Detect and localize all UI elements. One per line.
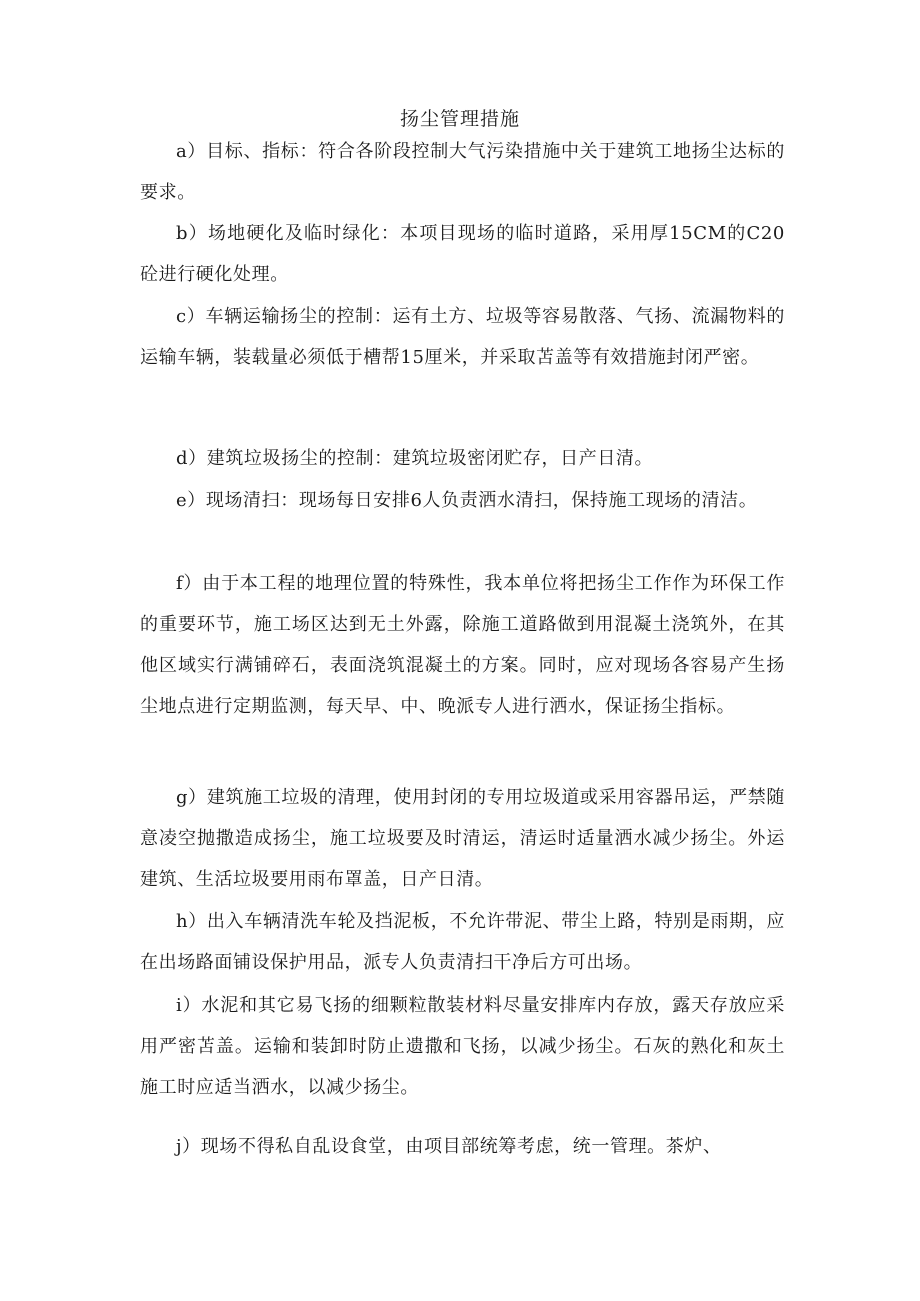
paragraph-g: g）建筑施工垃圾的清理，使用封闭的专用垃圾道或采用容器吊运，严禁随意凌空抛撒造成扬尘，施工垃圾要及时清运，清运时适量洒水减少扬尘。外运建筑、生活垃圾要用雨布罩盖，日产日清。 bbox=[140, 787, 785, 890]
document-title: 扬尘管理措施 bbox=[399, 108, 520, 130]
paragraph-d: d）建筑垃圾扬尘的控制：建筑垃圾密闭贮存，日产日清。 bbox=[176, 448, 654, 469]
paragraph-f: f）由于本工程的地理位置的特殊性，我本单位将把扬尘工作作为环保工作的重要环节，施工场区达到无土外露，除施工道路做到用混凝土浇筑外，在其他区域实行满铺碎石，表面浇筑混凝土的方案。同时，应对现场各容易产生扬尘地点进行定期监测，每天早、中、晚派专人进行洒水，保证扬尘指标。 bbox=[140, 573, 785, 717]
paragraph-j: j）现场不得私自乱设食堂，由项目部统筹考虑，统一管理。茶炉、 bbox=[176, 1136, 722, 1157]
paragraph-h: h）出入车辆清洗车轮及挡泥板，不允许带泥、带尘上路，特别是雨期，应在出场路面铺设保护用品，派专人负责清扫干净后方可出场。 bbox=[140, 911, 785, 973]
paragraph-b: b）场地硬化及临时绿化：本项目现场的临时道路，采用厚15CM的C20 砼进行硬化处理。 bbox=[140, 223, 785, 285]
paragraph-i: i）水泥和其它易飞扬的细颗粒散装材料尽量安排库内存放，露天存放应采用严密苫盖。运输和装卸时防止遗撒和飞扬，以减少扬尘。石灰的熟化和灰土施工时应适当洒水，以减少扬尘。 bbox=[140, 995, 785, 1098]
paragraph-e: e）现场清扫：现场每日安排6人负责洒水清扫，保持施工现场的清洁。 bbox=[176, 490, 758, 511]
paragraph-c: c）车辆运输扬尘的控制：运有土方、垃圾等容易散落、气扬、流漏物料的运输车辆，装载量必须低于槽帮15厘米，并采取苫盖等有效措施封闭严密。 bbox=[140, 306, 785, 368]
paragraph-a: a）目标、指标：符合各阶段控制大气污染措施中关于建筑工地扬尘达标的要求。 bbox=[140, 141, 785, 203]
